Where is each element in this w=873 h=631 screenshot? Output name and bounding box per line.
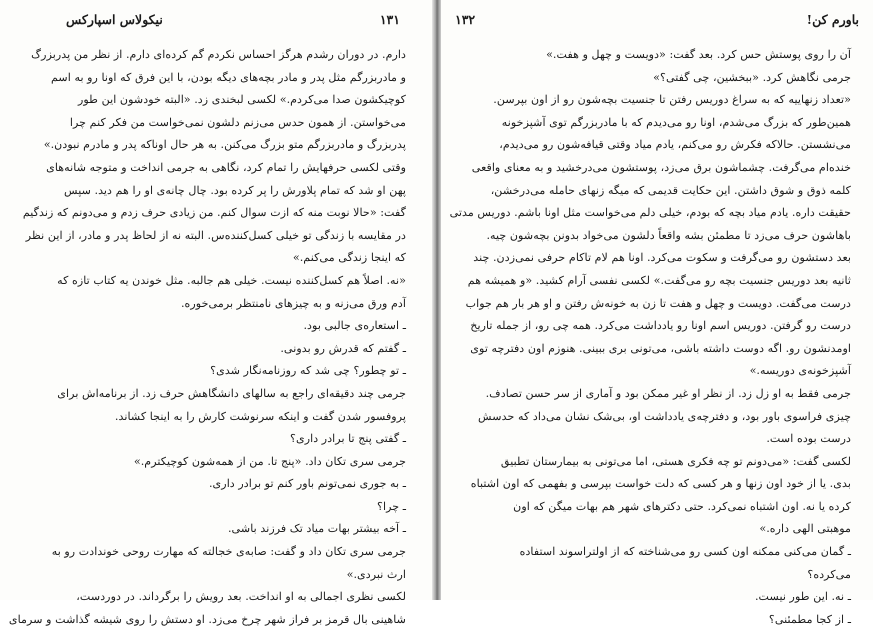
text-line: شاهینی بال قرمز بر فراز شهر چرخ می‌زد. او دستش را روی شیشه گذاشت و سرمای xyxy=(8,612,406,626)
book-gutter xyxy=(432,0,441,600)
text-line: ـ چرا؟ xyxy=(377,499,406,513)
text-line: همین‌طور که بزرگ می‌شدم، اونا رو می‌دیدم که با مادربزرگم توی آشپزخونه xyxy=(501,115,851,129)
text-line: جرمی فقط به او زل زد. از نظر او غیر ممکن بود و آماری از سر حسن تصادف. xyxy=(485,386,851,400)
page-number: ۱۳۲ xyxy=(455,12,476,27)
text-line: لکسی گفت: «می‌دونم تو چه فکری هستی، اما می‌تونی به بیمارستان تطبیق xyxy=(500,454,851,468)
text-line: پدربزرگ و مادربزرگم متو بزرگ می‌کنن. به هر حال اوناکه پدر و مادرم نبودن.» xyxy=(43,138,406,152)
left-page-header xyxy=(0,12,432,34)
text-line: لکسی نظری اجمالی به او انداخت. بعد رویش را برگرداند. در دوردست، xyxy=(76,590,406,604)
text-line: پروفسور شدن گفت و اینکه سرنوشت کارش را به اینجا کشاند. xyxy=(114,409,406,423)
text-line: وقتی لکسی حرفهایش را تمام کرد، نگاهی به جرمی انداخت و متوجه شانه‌های xyxy=(46,160,406,174)
text-line: بدی. یا از خود اون زنها و هر کسی که دلت خواست بپرسی و بفهمی که اون اشتباه xyxy=(470,477,851,491)
text-line: کوچیکشون صدا می‌کردم.» لکسی لبخندی زد. «البته خودشون این طور xyxy=(78,93,406,107)
text-line: جرمی چند دقیقه‌ای راجع به سالهای دانشگاهش حرف زد. از برنامه‌اش برای xyxy=(57,386,406,400)
running-header-title: باورم کن! xyxy=(806,12,859,27)
text-line: و مادربزرگم مثل پدر و مادر بچه‌های دیگه بودن، با این فرق که اونا رو به اسم xyxy=(50,70,406,84)
text-line: ـ گفتی پنج تا برادر داری؟ xyxy=(290,432,406,446)
text-line: ـ گفتم که قدرش رو بدونی. xyxy=(280,341,406,355)
text-line: گفت: «حالا نوبت منه که ازت سوال کنم. من زیادی حرف زدم و می‌دونم که زندگیم xyxy=(22,206,406,220)
text-line: پهن او شد که تمام پلاورش را پر کرده بود. چال چانه‌ی او را هم دید. سپس xyxy=(63,183,406,197)
text-line: می‌کرده؟ xyxy=(807,567,851,581)
text-line: آشپزخونه‌ی دوریسه.» xyxy=(749,364,851,378)
text-line: حقیقت داره. یادم میاد بچه که بودم، خیلی دلم می‌خواست مثل اونا باشم. دوریس مدتی xyxy=(449,206,851,220)
page-number: ۱۳۱ xyxy=(379,12,400,27)
text-line: دارم. در دوران رشدم هرگز احساس نکردم گم کرده‌ای دارم. از نظر من پدربزرگ xyxy=(31,48,406,61)
text-line: ـ از کجا مطمئنی؟ xyxy=(768,612,851,626)
text-line: درست بوده است. xyxy=(766,432,851,446)
text-line: ـ نه. این طور نیست. xyxy=(754,590,851,604)
text-line: کرده یا نه. اون اشتباه نمی‌کرد. حتی دکترهای شهر هم بهات میگن که اون xyxy=(513,499,851,513)
text-line: جرمی سری تکان داد. «پنج تا. من از همه‌شون کوچیکترم.» xyxy=(133,454,406,468)
text-line: درست رو گرفتن. دوریس اسم اونا رو یادداشت می‌کرد. همه چی رو، از جمله تاریخ xyxy=(470,319,851,333)
text-line: آدم ورق می‌زنه و به چیزهای نامنتظر برمی‌خوره. xyxy=(180,296,406,310)
text-line: ارث نبردی.» xyxy=(346,567,406,581)
text-line: که اینجا زندگی می‌کنم.» xyxy=(292,251,406,265)
right-page-body xyxy=(449,44,851,631)
text-line: جرمی سری تکان داد و گفت: صابه‌ی خجالته که مهارت روحی خوندادت رو به xyxy=(51,545,406,559)
text-line: ثانیه بعد دوریس جنسیت بچه رو می‌گفت.» لکسی نفسی آرام کشید. «و همیشه هم xyxy=(467,273,851,287)
text-line: بعد دستشون رو می‌گرفت و سکوت می‌کرد. اونا هم لام تاکام حرفی نمی‌زدن. چند xyxy=(473,251,851,265)
text-line: در مقایسه با زندگی تو خیلی کسل‌کننده‌س. البته نه از لحاظ پدر و مادر، از این نظر xyxy=(25,228,406,242)
text-line: «نه. اصلاً هم کسل‌کننده نیست. خیلی هم جالبه. مثل خوندن یه کتاب تازه که xyxy=(57,273,406,287)
text-line: ـ تو چطور؟ چی شد که روزنامه‌نگار شدی؟ xyxy=(210,364,406,378)
text-line: ـ آخه بیشتر بهات میاد تک فرزند باشی. xyxy=(228,522,406,536)
right-page xyxy=(441,0,873,626)
text-line: چیزی فراسوی باور بود، و دفترچه‌ی یادداشت او، بی‌شک نشان می‌داد که حدسش xyxy=(478,409,851,423)
left-page xyxy=(0,0,432,626)
text-line: می‌نشستن. حالاکه فکرش رو می‌کنم، یادم میاد وقتی قیافه‌شون رو می‌دیدم، xyxy=(499,138,851,152)
text-line: درست می‌گفت. دویست و چهل و هفت تا زن به خونه‌ش رفتن و او هر بار هم جواب xyxy=(465,296,851,310)
left-page-body xyxy=(8,44,406,631)
text-line: آن را روی پوستش حس کرد. بعد گفت: «دویست و چهل و هفت.» xyxy=(546,48,851,61)
text-line: ـ به جوری نمی‌تونم باور کنم تو برادر داری. xyxy=(208,477,406,491)
text-line: می‌خواستن. از همون حدس می‌زنم دلشون نمی‌خواست من فکر کنم چرا xyxy=(69,115,406,129)
right-page-header xyxy=(441,12,873,34)
text-line: خنده‌ام می‌گرفت. چشماشون برق می‌زد، پوستشون می‌درخشید و به معنای واقعی xyxy=(471,160,851,174)
text-line: اومدنشون رو. اگه دوست داشته باشی، می‌تونی بری ببینی. هنوزم اون دفترچه توی xyxy=(470,341,851,355)
text-line: باهاشون حرف می‌زد تا مطمئن بشه واقعاً دلشون می‌خواد بدونن بچه‌شون چیه. xyxy=(486,228,851,242)
text-line: ـ گمان می‌کنی ممکنه اون کسی رو می‌شناخته که از اولتراسوند استفاده xyxy=(519,545,851,559)
text-line: ـ استعاره‌ی جالبی بود. xyxy=(303,319,406,333)
text-line: «تعداد زنهاییه که به سراغ دوریس رفتن تا جنسیت بچه‌شون رو از اون بپرسن. xyxy=(493,93,851,107)
text-line: موهبتی الهی داره.» xyxy=(759,522,851,536)
running-header-author: نیکولاس اسپارکس xyxy=(66,12,163,27)
text-line: کلمه ذوق و شوق داشتن. این حکایت قدیمی که میگه زنهای حامله می‌درخشن، xyxy=(490,183,851,197)
text-line: جرمی نگاهش کرد. «ببخشین، چی گفتی؟» xyxy=(653,70,851,84)
